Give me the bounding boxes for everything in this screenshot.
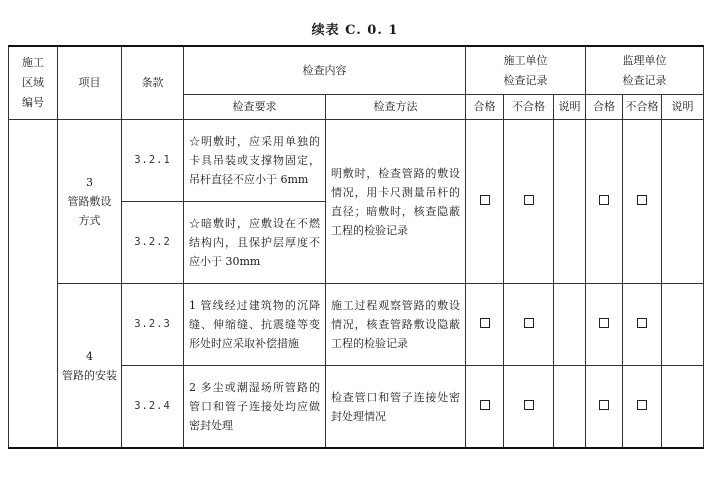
construction-pass-checkbox[interactable]: [466, 366, 504, 449]
method-cell: 施工过程观察管路的敷设情况，核查管路敷设隐蔽工程的检验记录: [326, 284, 466, 366]
item-cell: 4 管路的安装: [58, 284, 122, 449]
header-area: 施工 区域 编号: [9, 46, 58, 120]
construction-pass-checkbox[interactable]: [466, 284, 504, 366]
requirement-cell: ☆明敷时，应采用单独的卡具吊装或支撑物固定，吊杆直径不应小于 6mm: [184, 120, 326, 202]
checkbox-icon: [480, 195, 490, 205]
supervision-pass-checkbox[interactable]: [586, 284, 623, 366]
header-pass-supervision: 合格: [586, 95, 623, 120]
checkbox-icon: [480, 318, 490, 328]
checkbox-icon: [637, 400, 647, 410]
clause-cell: 3.2.1: [122, 120, 184, 202]
header-note-construction: 说明: [554, 95, 586, 120]
supervision-pass-checkbox[interactable]: [586, 366, 623, 449]
table-row: [9, 284, 704, 366]
header-construction-unit: 施工单位 检查记录: [466, 46, 586, 95]
checkbox-icon: [637, 195, 647, 205]
requirement-cell: ☆暗敷时，应敷设在不燃结构内，且保护层厚度不应小于 30mm: [184, 202, 326, 284]
header-item: 项目: [58, 46, 122, 120]
checkbox-icon: [480, 400, 490, 410]
header-note-supervision: 说明: [662, 95, 704, 120]
inspection-table: [8, 45, 704, 449]
table-title: 续表 C. 0. 1: [311, 23, 399, 38]
construction-pass-checkbox[interactable]: [466, 120, 504, 284]
header-supervision-unit: 监理单位 检查记录: [586, 46, 704, 95]
construction-fail-checkbox[interactable]: [504, 284, 554, 366]
supervision-note-cell[interactable]: [662, 120, 704, 284]
header-fail-construction: 不合格: [504, 95, 554, 120]
checkbox-icon: [599, 400, 609, 410]
clause-cell: 3.2.2: [122, 202, 184, 284]
header-pass-construction: 合格: [466, 95, 504, 120]
area-cell: [9, 120, 58, 449]
checkbox-icon: [524, 400, 534, 410]
method-cell: 检查管口和管子连接处密封处理情况: [326, 366, 466, 449]
checkbox-icon: [637, 318, 647, 328]
header-method: 检查方法: [326, 95, 466, 120]
item-cell: 3 管路敷设 方式: [58, 120, 122, 284]
construction-fail-checkbox[interactable]: [504, 120, 554, 284]
clause-cell: 3.2.4: [122, 366, 184, 449]
header-clause: 条款: [122, 46, 184, 120]
construction-fail-checkbox[interactable]: [504, 366, 554, 449]
checkbox-icon: [599, 195, 609, 205]
supervision-fail-checkbox[interactable]: [623, 284, 662, 366]
construction-note-cell[interactable]: [554, 120, 586, 284]
method-cell: 明敷时，检查管路的敷设情况，用卡尺测量吊杆的直径；暗敷时，核查隐蔽工程的检验记录: [326, 120, 466, 284]
supervision-note-cell[interactable]: [662, 284, 704, 366]
table-row: [9, 120, 704, 202]
header-requirement: 检查要求: [184, 95, 326, 120]
checkbox-icon: [599, 318, 609, 328]
supervision-fail-checkbox[interactable]: [623, 120, 662, 284]
supervision-pass-checkbox[interactable]: [586, 120, 623, 284]
clause-cell: 3.2.3: [122, 284, 184, 366]
checkbox-icon: [524, 318, 534, 328]
header-content: 检查内容: [184, 46, 466, 95]
requirement-cell: 2 多尘或潮湿场所管路的管口和管子连接处均应做密封处理: [184, 366, 326, 449]
supervision-note-cell[interactable]: [662, 366, 704, 449]
supervision-fail-checkbox[interactable]: [623, 366, 662, 449]
checkbox-icon: [524, 195, 534, 205]
construction-note-cell[interactable]: [554, 366, 586, 449]
requirement-cell: 1 管线经过建筑物的沉降缝、伸缩缝、抗震缝等变形处时应采取补偿措施: [184, 284, 326, 366]
header-fail-supervision: 不合格: [623, 95, 662, 120]
construction-note-cell[interactable]: [554, 284, 586, 366]
